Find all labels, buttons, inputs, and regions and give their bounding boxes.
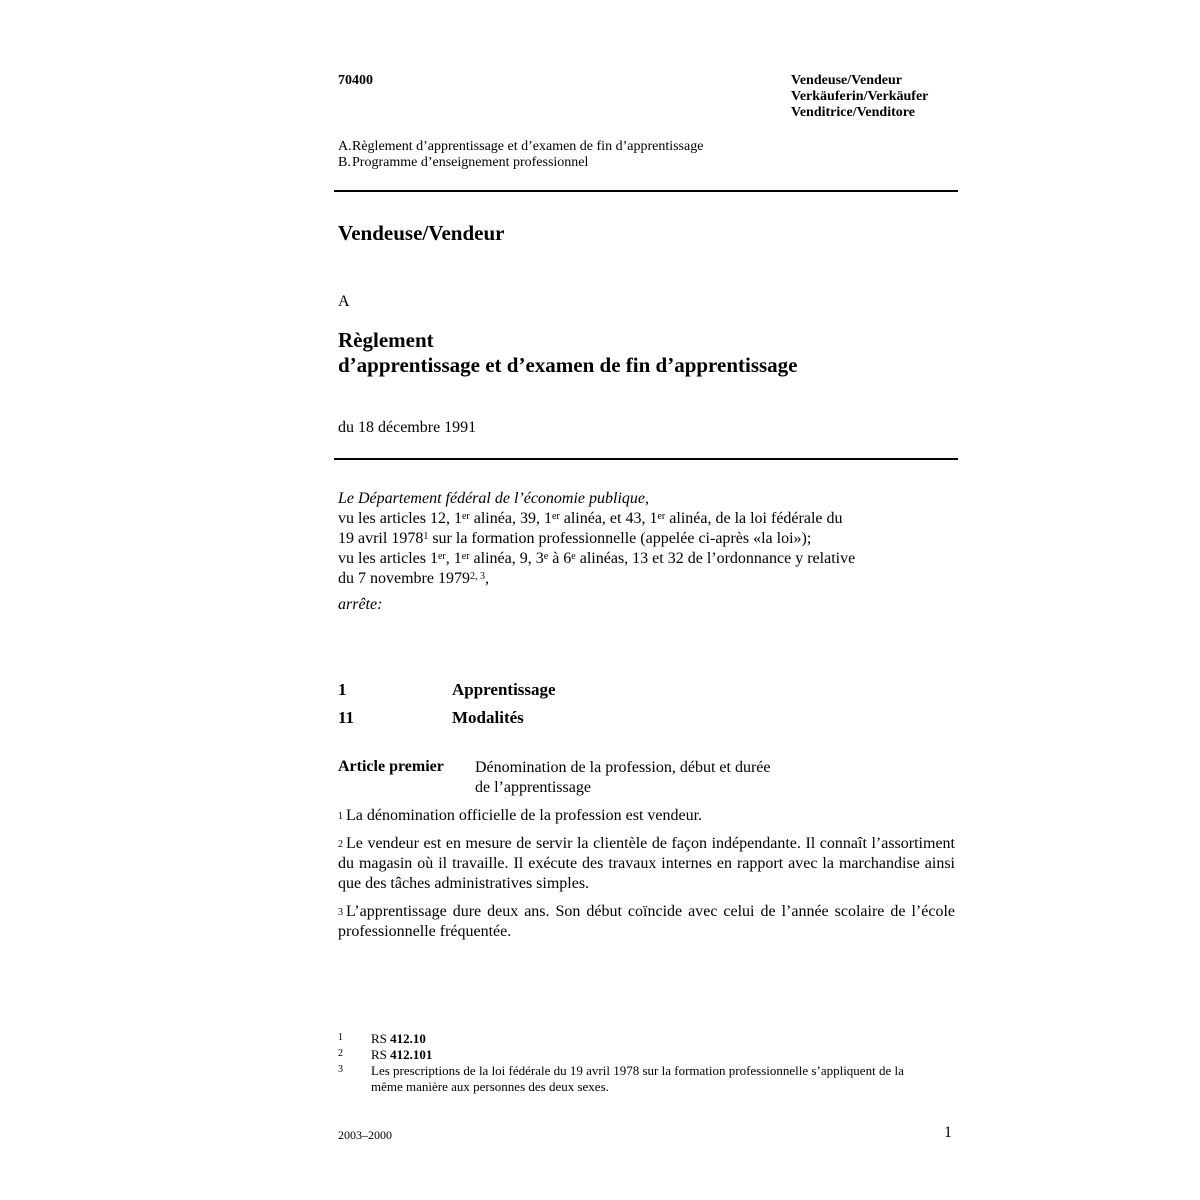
document-title: Vendeuse/Vendeur bbox=[338, 221, 505, 245]
footnote-text: Les prescriptions de la loi fédérale du 19 avril 1978 sur la formation professionnelle s’appliquent de la même manière aux personnes des deux sexes. bbox=[371, 1063, 904, 1094]
divider-top bbox=[334, 190, 958, 192]
preamble-line-2 bbox=[338, 529, 958, 549]
footer-edition: 2003–2000 bbox=[338, 1128, 392, 1142]
article-paragraph bbox=[338, 834, 955, 894]
contents-item bbox=[338, 139, 703, 155]
regulation-date: du 18 décembre 1991 bbox=[338, 419, 477, 436]
header-titles bbox=[791, 73, 928, 121]
footnote-text bbox=[371, 1047, 931, 1063]
article-label: Article premier bbox=[338, 758, 444, 775]
preamble bbox=[338, 489, 958, 615]
article-paragraph bbox=[338, 902, 955, 942]
part-title-line1: Règlement bbox=[338, 328, 434, 352]
footnote-text bbox=[371, 1031, 931, 1047]
footnote bbox=[338, 1047, 931, 1063]
footnote-ref[interactable]: 2, 3 bbox=[469, 571, 485, 582]
paragraph-text: La dénomination officielle de la profession est vendeur. bbox=[346, 807, 703, 824]
contents-item-letter: B. bbox=[338, 155, 351, 170]
text-run: vu les articles 1 bbox=[338, 550, 438, 567]
text-run: alinéa, de la loi fédérale du bbox=[665, 510, 843, 527]
part-title-line2: d’apprentissage et d’examen de fin d’apprentissage bbox=[338, 353, 798, 377]
article-heading-line2: de l’apprentissage bbox=[475, 779, 591, 796]
header-title-fr: Vendeuse/Vendeur bbox=[791, 73, 902, 88]
text-run: du 7 novembre 1979 bbox=[338, 570, 470, 587]
text-run: à 6 bbox=[548, 550, 572, 567]
text-run: 19 avril 1978 bbox=[338, 530, 424, 547]
text-run: alinéa, 9, 3 bbox=[469, 550, 544, 567]
part-title bbox=[338, 328, 798, 378]
paragraph-text: Le vendeur est en mesure de servir la clientèle de façon indépendante. Il connaît l’assortiment du magasin où il travaille. Il exécute des travaux internes en rapport avec la marchandise ainsi que des tâches administratives simples. bbox=[338, 835, 955, 892]
part-letter: A bbox=[338, 293, 350, 310]
article-heading bbox=[475, 758, 770, 798]
footnote-ref[interactable]: 1 bbox=[423, 531, 429, 542]
footnote-prefix: RS bbox=[371, 1047, 391, 1062]
superscript: e bbox=[571, 551, 576, 562]
preamble-decree: arrête: bbox=[338, 596, 383, 613]
footnote-number: 3 bbox=[338, 1064, 343, 1075]
subsection-title: Modalités bbox=[452, 708, 524, 727]
footnote-number: 2 bbox=[338, 1048, 343, 1059]
text-run: alinéas, 13 et 32 de l’ordonnance y relative bbox=[575, 550, 856, 567]
header-title-it: Venditrice/Venditore bbox=[791, 105, 915, 120]
footnote-prefix: RS bbox=[371, 1031, 391, 1046]
superscript: er bbox=[551, 511, 560, 522]
text-run: alinéa, et 43, 1 bbox=[559, 510, 658, 527]
contents-item-letter: A. bbox=[338, 139, 352, 154]
superscript: er bbox=[461, 511, 470, 522]
article-paragraph bbox=[338, 806, 955, 826]
text-run: vu les articles 12, 1 bbox=[338, 510, 462, 527]
footnote-ref-link[interactable]: 412.101 bbox=[390, 1047, 433, 1062]
preamble-line-1 bbox=[338, 509, 958, 529]
preamble-line-3 bbox=[338, 549, 958, 569]
article-heading-line1: Dénomination de la profession, début et durée bbox=[475, 759, 771, 776]
preamble-line-4 bbox=[338, 569, 958, 589]
text-run: alinéa, 39, 1 bbox=[469, 510, 552, 527]
page-number: 1 bbox=[944, 1124, 952, 1141]
subsection-number: 11 bbox=[338, 708, 355, 727]
text-run: , bbox=[484, 570, 489, 587]
footnote-number: 1 bbox=[338, 1032, 343, 1043]
contents-item bbox=[338, 155, 703, 171]
header-title-de: Verkäuferin/Verkäufer bbox=[791, 89, 929, 104]
contents-list bbox=[338, 139, 703, 171]
superscript: er bbox=[657, 511, 666, 522]
footnotes bbox=[338, 1031, 931, 1095]
contents-item-text: Programme d’enseignement professionnel bbox=[352, 155, 589, 170]
text-run: sur la formation professionnelle (appelée ci-après «la loi»); bbox=[428, 530, 812, 547]
footnote bbox=[338, 1063, 931, 1095]
footnote-ref-link[interactable]: 412.10 bbox=[390, 1031, 426, 1046]
divider-middle bbox=[334, 458, 958, 460]
paragraph-text: L’apprentissage dure deux ans. Son début coïncide avec celui de l’année scolaire de l’école professionnelle fréquentée. bbox=[338, 903, 955, 940]
text-run: , 1 bbox=[445, 550, 462, 567]
contents-item-text: Règlement d’apprentissage et d’examen de fin d’apprentissage bbox=[352, 139, 704, 154]
section-number: 1 bbox=[338, 680, 347, 699]
superscript: e bbox=[543, 551, 549, 562]
superscript: er bbox=[461, 551, 470, 562]
paragraph-number: 2 bbox=[338, 839, 343, 850]
paragraph-number: 3 bbox=[338, 907, 343, 918]
section-title: Apprentissage bbox=[452, 680, 556, 699]
superscript: er bbox=[437, 551, 446, 562]
paragraph-number: 1 bbox=[338, 811, 343, 822]
document-code: 70400 bbox=[338, 73, 373, 88]
preamble-authority: Le Département fédéral de l’économie publique, bbox=[338, 490, 650, 507]
footnote bbox=[338, 1031, 931, 1047]
